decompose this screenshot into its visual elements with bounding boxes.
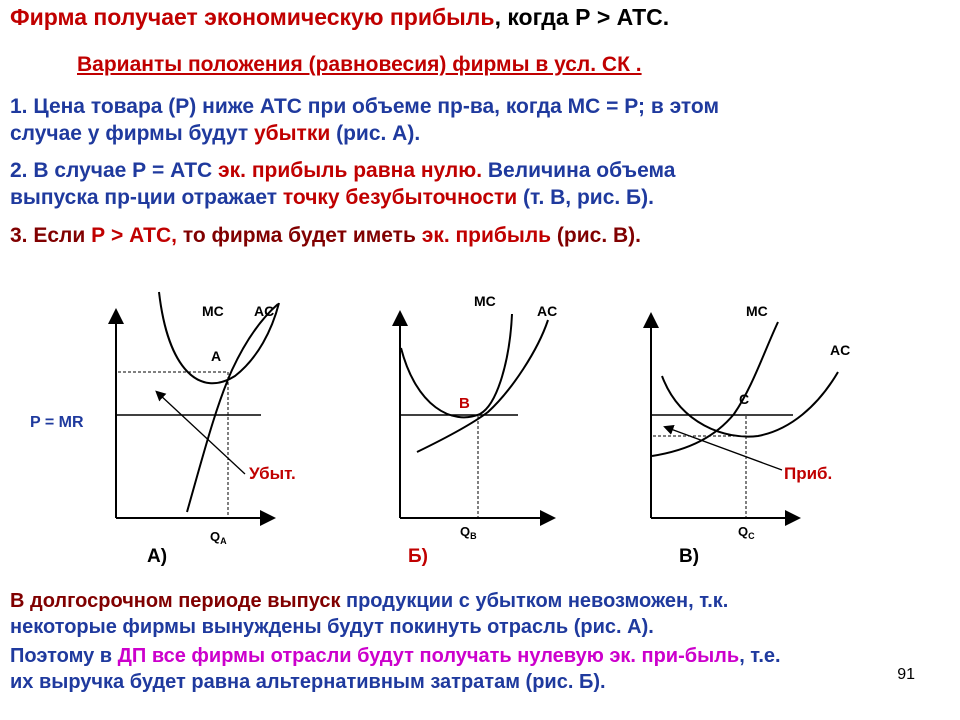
bottom-line4: их выручка будет равна альтернативным затратам (рис. Б). — [10, 671, 606, 693]
item1-line2-a: случае у фирмы будут — [10, 122, 254, 145]
item1-losses: убытки — [253, 122, 331, 145]
item2-line1-c: Величина объема — [482, 159, 676, 182]
item3-c: то фирма будет иметь — [177, 224, 422, 247]
diagram-a-point-label: A — [211, 348, 222, 364]
item2-line2-a: выпуска пр-ции отражает — [10, 186, 283, 209]
bottom-line3-b: ДП все фирмы отрасли будут получать нулевую эк. при-быль — [117, 645, 740, 667]
diagram-a-ac-label: AC — [254, 303, 275, 319]
diagram-b-mc-curve — [401, 314, 512, 417]
bottom-line1 — [10, 588, 728, 615]
item3-line — [10, 222, 641, 249]
diagram-c-q-main: Q — [738, 524, 749, 539]
item3-d: эк. прибыль — [421, 224, 552, 247]
diagram-b-ac-curve — [417, 320, 548, 452]
diagram-b-mc-label: MC — [474, 293, 496, 309]
heading-part2: , когда Р > АТС. — [494, 4, 670, 30]
diagram-a-price-label: P = MR — [30, 414, 84, 431]
bottom-line1-a: В долгосрочном периоде выпуск — [10, 590, 341, 612]
item3-a: 3. Если — [10, 224, 92, 247]
item2-zero-profit: эк. прибыль равна нулю. — [218, 159, 483, 182]
subtitle: Варианты положения (равновесия) фирмы в усл. СК . — [77, 53, 642, 76]
item1-line2-c: (рис. А). — [330, 122, 421, 145]
bottom-line1-b: продукции с убытком невозможен, т.к. — [340, 590, 729, 612]
firm-equilibrium-diagrams — [0, 280, 960, 580]
diagram-c-ac-label: AC — [830, 342, 851, 358]
item2-breakeven: точку безубыточности — [282, 186, 518, 209]
item1-line1: 1. Цена товара (Р) ниже АТС при объеме пр-ва, когда МС = Р; в этом — [10, 95, 719, 118]
item1-line2 — [10, 120, 420, 147]
diagram-a-q-sub: A — [220, 536, 227, 546]
diagram-a-q-label — [210, 529, 227, 546]
diagram-b-q-main: Q — [460, 524, 471, 539]
diagram-a-mc-label: MC — [202, 303, 224, 319]
page-number: 91 — [897, 666, 915, 683]
diagram-b-q-label — [460, 524, 477, 541]
item3-e: (рис. В). — [551, 224, 641, 247]
diagram-b — [400, 293, 557, 567]
diagram-c-ac-curve — [662, 372, 838, 437]
diagram-c-mc-label: MC — [746, 303, 768, 319]
diagram-b-ac-label: AC — [537, 303, 558, 319]
diagram-a-loss-label: Убыт. — [249, 464, 296, 483]
item3-b: Р > АТС, — [91, 224, 178, 247]
item2-line2-c: (т. В, рис. Б). — [517, 186, 654, 209]
diagram-a — [30, 292, 296, 567]
bottom-line3 — [10, 643, 781, 670]
slide-heading — [10, 4, 669, 31]
diagram-b-caption: Б) — [408, 546, 428, 567]
item2-line1-a: 2. В случае Р = АТС — [10, 159, 219, 182]
diagram-b-q-sub: B — [470, 531, 477, 541]
bottom-line2: некоторые фирмы вынуждены будут покинуть отрасль (рис. А). — [10, 616, 654, 638]
heading-part1: Фирма получает экономическую прибыль — [10, 4, 495, 30]
item2-line2 — [10, 184, 654, 211]
bottom-line3-c: , т.е. — [739, 645, 781, 667]
diagram-a-caption: А) — [147, 546, 168, 567]
item2-line1 — [10, 157, 675, 184]
diagram-c-point-label: C — [739, 391, 750, 407]
bottom-line3-a: Поэтому в — [10, 645, 118, 667]
diagram-a-q-main: Q — [210, 529, 221, 544]
diagram-c-q-label — [738, 524, 755, 541]
diagram-c — [651, 303, 850, 567]
diagram-c-caption: В) — [679, 546, 700, 567]
diagram-c-profit-label: Приб. — [784, 464, 833, 483]
diagram-b-point-label: B — [459, 395, 470, 412]
diagram-c-q-sub: C — [748, 531, 755, 541]
